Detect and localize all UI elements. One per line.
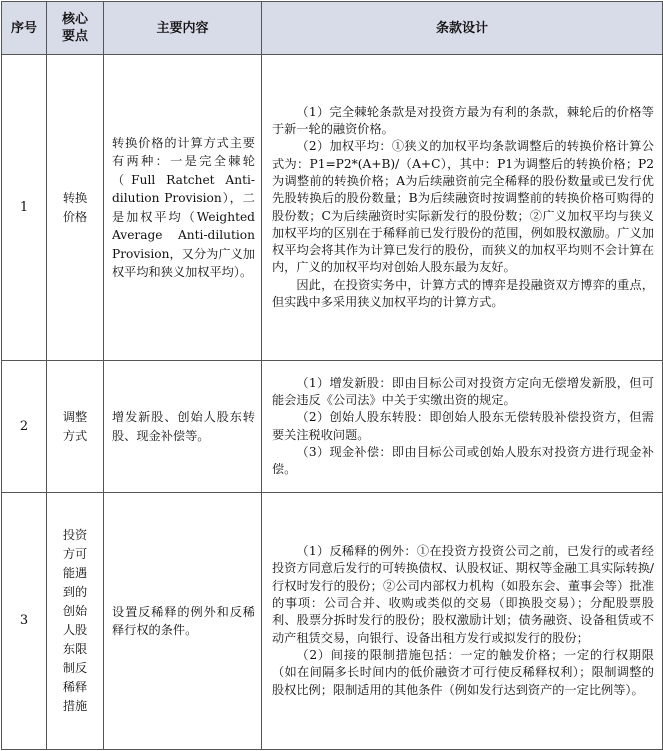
row-no: 1	[2, 55, 47, 361]
row-main: 转换价格的计算方式主要有两种：一是完全棘轮（Full Ratchet Anti-dilution Provision），二是加权平均（Weighted Average Anti-dilution Provision，又分为广义加权平均和狭义加权平均）。	[104, 55, 262, 361]
row-no: 3	[2, 493, 47, 750]
header-clause: 条款设计	[262, 2, 663, 55]
table-row	[2, 361, 663, 493]
clause-paragraph: （2）间接的限制措施包括：一定的触发价格；一定的行权期限（如在间隔多长时间内的低价融资才可行使反稀释权利）；限制调整的股权比例；限制适用的其他条件（例如发行达到资产的一定比例等）。	[272, 647, 654, 697]
row-main: 设置反稀释的例外和反稀释行权的条件。	[104, 493, 262, 750]
row-clause	[262, 55, 663, 361]
header-main: 主要内容	[104, 2, 262, 55]
header-no: 序号	[2, 2, 47, 55]
row-key: 投资方可能遇到的创始人股东限制反稀释措施	[47, 493, 104, 750]
clause-paragraph: （2）加权平均：①狭义的加权平均条款调整后的转换价格计算公式为：P1=P2*(A+B)/（A+C），其中：P1为调整后的转换价格；P2为调整前的转换价格；A为后续融资前完全稀释的股份数量或已发行优先股转换后的股份数量；B为后续融资时按调整前的转换价格可购得的股份数；C为后续融资时实际新发行的股份数；②广义加权平均与狭义加权平均的区别在于稀释前已发行股份的范围，例如股权激励。广义加权平均会将其作为计算已发行的股份，而狭义的加权平均则不会计算在内，广义的加权平均对创始人股东最为友好。	[272, 139, 654, 275]
table-row	[2, 493, 663, 750]
clause-paragraph: （3）现金补偿：即由目标公司或创始人股东对投资方进行现金补偿。	[272, 444, 654, 477]
row-main: 增发新股、创始人股东转股、现金补偿等。	[104, 361, 262, 493]
row-clause	[262, 361, 663, 493]
clause-paragraph: （2）创始人股东转股：即创始人股东无偿转股补偿投资方，但需要关注税收问题。	[272, 410, 654, 442]
row-key: 调整方式	[47, 361, 104, 493]
clause-paragraph: 因此，在投资实务中，计算方式的博弈是投融资双方博弈的重点，但实践中多采用狭义加权平均的计算方式。	[272, 277, 654, 309]
clause-paragraph: （1）反稀释的例外：①在投资方投资公司之前，已发行的或者经投资方同意后发行的可转换债权、认股权证、期权等金融工具实际转换/行权时发行的股份；②公司内部权力机构（如股东会、董事会等）批准的事项：公司合并、收购或类似的交易（即换股交易）；分配股票股利、股票分拆时发行的股份；股权激励计划；债务融资、设备租赁或不动产租赁交易，向银行、设备出租方发行或拟发行的股份；	[272, 544, 654, 645]
row-key: 转换价格	[47, 55, 104, 361]
clause-paragraph: （1）完全棘轮条款是对投资方最为有利的条款，棘轮后的价格等于新一轮的融资价格。	[272, 104, 654, 137]
table-row	[2, 55, 663, 361]
row-clause	[262, 493, 663, 750]
row-no: 2	[2, 361, 47, 493]
anti-dilution-table	[1, 1, 663, 750]
header-row	[2, 2, 663, 55]
header-key: 核心要点	[47, 2, 104, 55]
clause-paragraph: （1）增发新股：即由目标公司对投资方定向无偿增发新股，但可能会违反《公司法》中关于实缴出资的规定。	[272, 375, 654, 407]
